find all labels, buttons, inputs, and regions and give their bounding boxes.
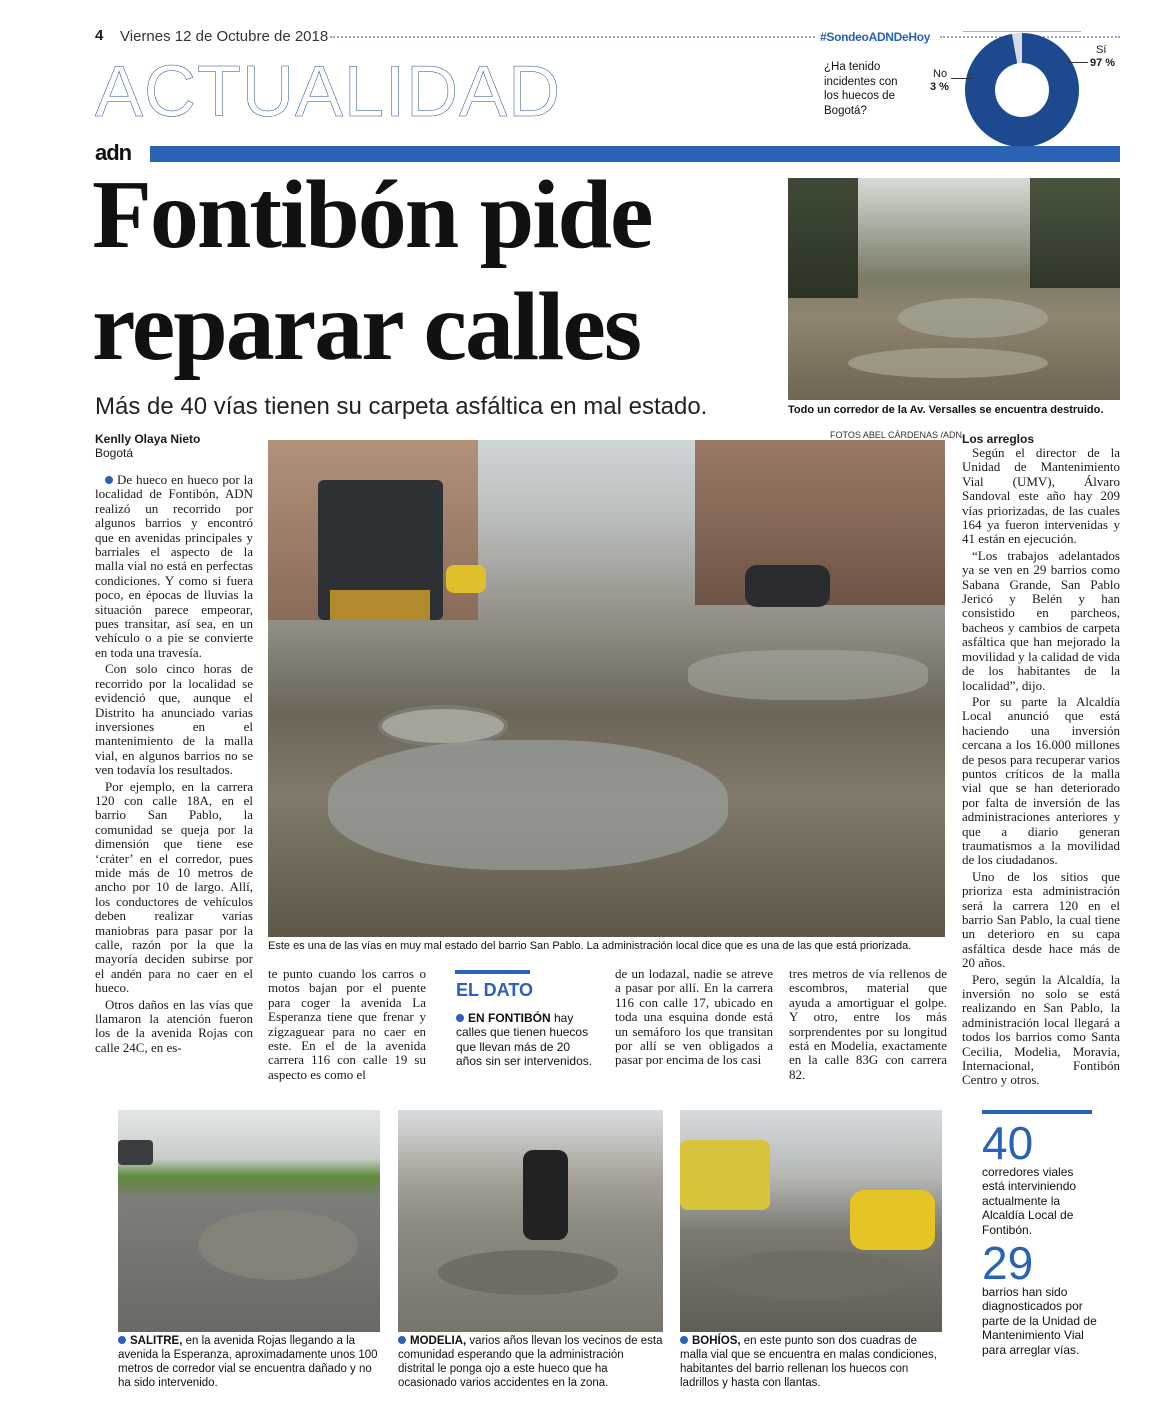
right-paragraph-5: Pero, según la Alcaldía, la inversión no solo se está realizando en San Pablo, la administración local llegará a todos los barrios como Santa Cecilia, Modelia, Moravia, Internacional, Fontibón Centro y otros. bbox=[962, 971, 1120, 1088]
col1-paragraph-1: De hueco en hueco por la localidad de Fontibón, ADN realizó un recorrido por algunos barrios y encontró que en avenidas principales y barriales el aspecto de la malla vial no está en perfectas condiciones. Y como si fuera poco, en épocas de lluvias la situación parece empeorar, pues transitar, así sea, en un vehículo o a pie se convierte en toda una travesía. bbox=[95, 472, 253, 660]
header-dotted-rule bbox=[330, 36, 815, 38]
article-column-1 bbox=[95, 473, 253, 1055]
stats-top-rule bbox=[982, 1110, 1092, 1114]
poll-donut-chart bbox=[963, 31, 1081, 149]
poll-question: ¿Ha tenido incidentes con los huecos de Bogotá? bbox=[824, 61, 898, 117]
bullet-icon bbox=[398, 1336, 406, 1344]
col1-paragraph-4: Otros daños en las vías que llamaron la atención fueron los de la avenida Rojas con calle 24C, en es- bbox=[95, 996, 253, 1055]
poll-hashtag: #SondeoADNDeHoy bbox=[820, 30, 931, 44]
poll-no-value: 3 % bbox=[930, 81, 949, 93]
top-photo-caption: Todo un corredor de la Av. Versalles se encuentra destruido. bbox=[788, 404, 1104, 416]
stat-number-29: 29 bbox=[982, 1237, 1034, 1289]
stat-text-40: corredores viales está interviniendo actualmente la Alcaldía Local de Fontibón. bbox=[982, 1165, 1077, 1237]
poll-yes-value: 97 % bbox=[1090, 57, 1116, 69]
col1-paragraph-3: Por ejemplo, en la carrera 120 con calle 18A, en el barrio San Pablo, la comunidad se queja por la dimensión que tiene ese ‘cráter’ en el corredor, pues mide más de 10 metros de ancho por 10 de largo. Allí, los conductores de vehículos deben realizar varias maniobras para pasar por la calle, razón por la que la mayoría deciden subirse por el andén para no caer en el hueco. bbox=[95, 778, 253, 996]
stat-text-29: barrios han sido diagnosticados por parte de la Unidad de Mantenimiento Vial para arreglar vías. bbox=[982, 1285, 1097, 1357]
article-column-4 bbox=[615, 967, 773, 1068]
poll-donut-yes-segment bbox=[980, 48, 1064, 132]
author-city: Bogotá bbox=[95, 446, 134, 460]
bohios-caption: BOHÍOS, en este punto son dos cuadras de malla vial que se encuentra en malas condiciones, habitantes del barrio rellenan los huecos con ladrillos y hasta con llantas. bbox=[680, 1335, 937, 1389]
headline-line-1: Fontibón pide bbox=[92, 161, 652, 269]
right-paragraph-2: “Los trabajos adelantados ya se ven en 29 barrios como Sabana Grande, San Pablo Jericó y Belén y han consistido en parcheos, bacheos y cambios de carpeta asfáltica que han mejorado la movilidad y la calidad de vida de los habitantes de la localidad”, dijo. bbox=[962, 547, 1120, 693]
right-paragraph-1: Según el director de la Unidad de Mantenimiento Vial (UMV), Álvaro Sandoval este año hay 209 vías priorizadas, de las cuales 164 ya fueron intervenidas y 41 están en ejecución. bbox=[962, 445, 1120, 547]
modelia-caption: MODELIA, varios años llevan los vecinos de esta comunidad esperando que la administración distrital le ponga ojo a este hueco que ha ocasionado varios accidentes en la zona. bbox=[398, 1335, 663, 1389]
right-paragraph-4: Uno de los sitios que prioriza esta administración será la carrera 120 en el barrio San Pablo, la cual tiene un deterioro en su capa asfáltica desde hace más de 20 años. bbox=[962, 868, 1120, 971]
versalles-street-photo bbox=[788, 178, 1120, 400]
poll-leader-yes bbox=[1068, 62, 1088, 63]
col2-paragraph: te punto cuando los carros o motos bajan por el puente para coger la avenida La Esperanza tiene que frenar y zigzaguear para no caer en este. En el de la avenida carrera 116 con calle 19 su aspecto es como el bbox=[268, 966, 426, 1082]
photo-credit: FOTOS ABEL CÁRDENAS /ADN bbox=[830, 430, 963, 440]
san-pablo-main-photo bbox=[268, 440, 945, 937]
poll-no-label: No bbox=[933, 68, 948, 80]
main-photo-caption: Este es una de las vías en muy mal estado del barrio San Pablo. La administración local dice que es una de las que está priorizada. bbox=[268, 940, 912, 952]
author-name: Kenlly Olaya Nieto bbox=[95, 432, 201, 446]
dato-text: EN FONTIBÓN hay calles que tienen huecos que llevan más de 20 años sin ser intervenidos. bbox=[456, 1011, 593, 1068]
article-column-5 bbox=[789, 967, 947, 1082]
article-right-column bbox=[962, 446, 1120, 1088]
salitre-caption: SALITRE, en la avenida Rojas llegando a la avenida la Esperanza, aproximadamente unos 100 metros de corredor vial se encuentra dañado y no ha sido intervenido. bbox=[118, 1335, 378, 1389]
poll-leader-no bbox=[951, 78, 973, 79]
dato-title: EL DATO bbox=[456, 980, 534, 1000]
right-column-heading: Los arreglos bbox=[962, 432, 1035, 446]
adn-logo: adn bbox=[95, 140, 132, 165]
right-paragraph-3: Por su parte la Alcaldía Local anunció que está haciendo una inversión cercana a los 16.000 millones de pesos para recuperar varios puntos críticos de la malla vial que se han deteriorado por falta de inversión de las administraciones anteriores y que a diario generan traumatismos a la movilidad de los ciudadanos. bbox=[962, 693, 1120, 868]
bohios-photo bbox=[680, 1110, 942, 1332]
col5-paragraph: tres metros de vía rellenos de escombros, material que ayuda a amortiguar el golpe. Y otro, entre los más sorprendentes por su longitud está en Modelia, exactamente en la calle 83G con carrera 82. bbox=[789, 966, 947, 1082]
col4-paragraph: de un lodazal, nadie se atreve a pasar por allí. En la carrera 116 con calle 17, ubicado en toda una esquina donde está un semáforo los que transitan por allí se ven obligados a pasar por encima de los casi bbox=[615, 966, 773, 1068]
col1-paragraph-2: Con solo cinco horas de recorrido por la localidad se evidenció que, aunque el Distrito ha anunciado varias inversiones en el mantenimiento de la malla vial, en algunos barrios no se ven todavía los resultados. bbox=[95, 661, 253, 778]
article-column-2 bbox=[268, 967, 426, 1082]
issue-date: Viernes 12 de Octubre de 2018 bbox=[120, 28, 329, 45]
page-number: 4 bbox=[95, 27, 104, 44]
headline-line-2: reparar calles bbox=[92, 273, 641, 381]
dato-top-rule bbox=[455, 970, 530, 974]
bullet-icon bbox=[680, 1336, 688, 1344]
modelia-photo bbox=[398, 1110, 663, 1332]
section-title: ACTUALIDAD bbox=[95, 52, 562, 132]
subheadline: Más de 40 vías tienen su carpeta asfáltica en mal estado. bbox=[95, 393, 708, 420]
salitre-photo bbox=[118, 1110, 380, 1332]
bullet-icon bbox=[118, 1336, 126, 1344]
bullet-icon bbox=[105, 476, 113, 484]
stat-number-40: 40 bbox=[982, 1117, 1034, 1169]
bullet-icon bbox=[456, 1014, 464, 1022]
poll-yes-label: Sí bbox=[1096, 44, 1107, 56]
